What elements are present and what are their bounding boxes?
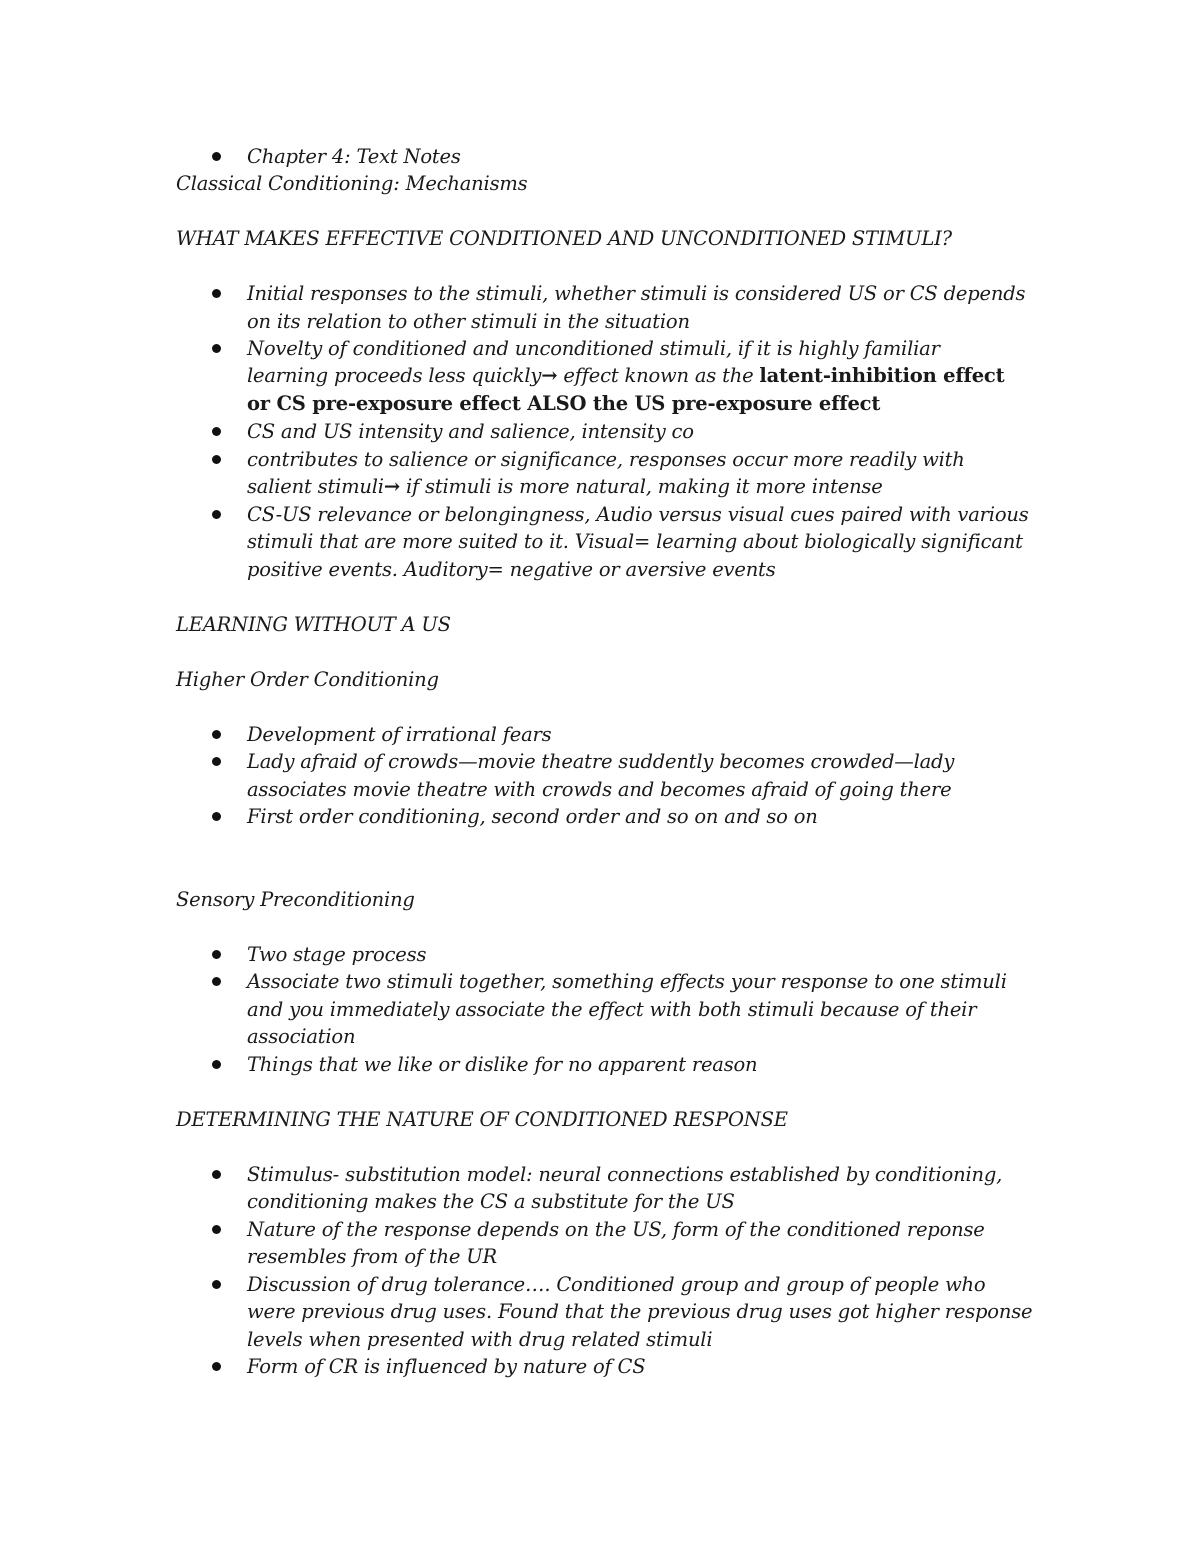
note-text: Stimulus- substitution model: neural connections established by conditioning, bbox=[247, 1163, 1003, 1186]
section-heading: WHAT MAKES EFFECTIVE CONDITIONED AND UNCONDITIONED STIMULI? bbox=[176, 227, 952, 250]
chapter-title: Chapter 4: Text Notes bbox=[247, 145, 461, 168]
note-text: learning proceeds less quickly bbox=[247, 364, 542, 387]
note-text: contributes to salience or significance, responses occur more readily with bbox=[247, 448, 965, 471]
note-text: Initial responses to the stimuli, whether stimuli is considered US or CS depends bbox=[247, 282, 1026, 305]
note-text: Associate two stimuli together, something effects your response to one stimuli bbox=[247, 970, 1007, 993]
bullet bbox=[212, 730, 221, 739]
subsection-heading: Sensory Preconditioning bbox=[176, 888, 415, 911]
note-text: resembles from of the UR bbox=[247, 1245, 497, 1268]
note-text: Things that we like or dislike for no apparent reason bbox=[247, 1053, 758, 1076]
bullet bbox=[212, 289, 221, 298]
note-text: Nature of the response depends on the US, form of the conditioned reponse bbox=[247, 1218, 985, 1241]
note-text: conditioning makes the CS a substitute for the US bbox=[247, 1190, 735, 1213]
key-term: or CS pre-exposure effect ALSO the US pre-exposure effect bbox=[247, 392, 881, 415]
bullet bbox=[212, 152, 221, 161]
note-text-line bbox=[247, 477, 883, 497]
note-text-line bbox=[247, 366, 1004, 386]
note-text: Discussion of drug tolerance…. Conditioned group and group of people who bbox=[247, 1273, 986, 1296]
note-text: levels when presented with drug related stimuli bbox=[247, 1328, 713, 1351]
bullet bbox=[212, 1362, 221, 1371]
note-text: associates movie theatre with crowds and becomes afraid of going there bbox=[247, 778, 952, 801]
note-text: were previous drug uses. Found that the previous drug uses got higher response bbox=[247, 1300, 1033, 1323]
bullet bbox=[212, 950, 221, 959]
key-term: latent-inhibition effect bbox=[759, 364, 1005, 387]
bullet bbox=[212, 1060, 221, 1069]
bullet bbox=[212, 977, 221, 986]
bullet bbox=[212, 455, 221, 464]
document-subtitle: Classical Conditioning: Mechanisms bbox=[176, 172, 528, 195]
note-text: salient stimuli bbox=[247, 475, 384, 498]
bullet bbox=[212, 1170, 221, 1179]
bullet bbox=[212, 344, 221, 353]
note-text: First order conditioning, second order and so on and so on bbox=[247, 805, 818, 828]
note-text: and you immediately associate the effect with both stimuli because of their bbox=[247, 998, 977, 1021]
note-text: positive events. Auditory= negative or aversive events bbox=[247, 558, 776, 581]
note-text: stimuli that are more suited to it. Visual= learning about biologically significant bbox=[247, 530, 1023, 553]
section-heading: LEARNING WITHOUT A US bbox=[176, 613, 451, 636]
note-text: Form of CR is influenced by nature of CS bbox=[247, 1355, 646, 1378]
bullet bbox=[212, 510, 221, 519]
bullet bbox=[212, 812, 221, 821]
note-text: on its relation to other stimuli in the situation bbox=[247, 310, 690, 333]
bullet bbox=[212, 1280, 221, 1289]
note-text: CS-US relevance or belongingness, Audio versus visual cues paired with various bbox=[247, 503, 1029, 526]
bullet bbox=[212, 757, 221, 766]
section-heading: DETERMINING THE NATURE OF CONDITIONED RESPONSE bbox=[176, 1108, 788, 1131]
note-text: if stimuli is more natural, making it more intense bbox=[399, 475, 883, 498]
note-text: effect known as the bbox=[557, 364, 760, 387]
note-text: Development of irrational fears bbox=[247, 723, 552, 746]
note-text: Novelty of conditioned and unconditioned stimuli, if it is highly familiar bbox=[247, 337, 940, 360]
bullet bbox=[212, 1225, 221, 1234]
subsection-heading: Higher Order Conditioning bbox=[176, 668, 439, 691]
note-text: Lady afraid of crowds—movie theatre suddently becomes crowded—lady bbox=[247, 750, 955, 773]
note-text: Two stage process bbox=[247, 943, 427, 966]
bullet bbox=[212, 427, 221, 436]
note-text: CS and US intensity and salience, intensity co bbox=[247, 420, 694, 443]
arrow-icon: → bbox=[383, 475, 400, 498]
note-text: association bbox=[247, 1025, 356, 1048]
arrow-icon: → bbox=[541, 364, 558, 387]
